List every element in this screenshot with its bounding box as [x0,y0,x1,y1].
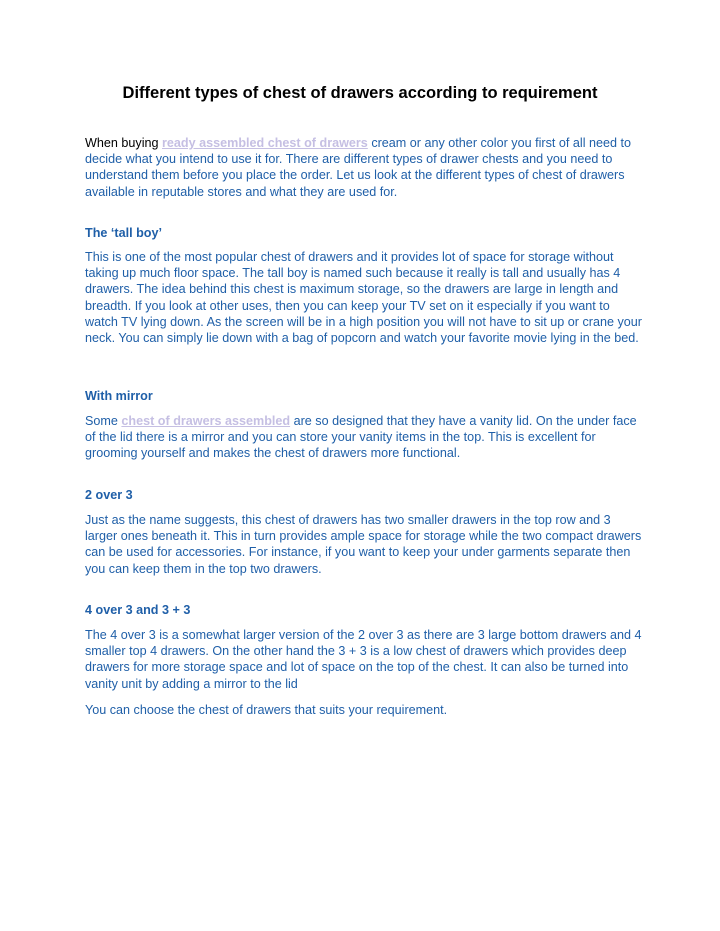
intro-prefix: When buying [85,136,159,150]
section-body-with-mirror [85,413,645,462]
chest-assembled-link[interactable]: chest of drawers assembled [121,414,291,428]
section-body-4-over-3: The 4 over 3 is a somewhat larger version of the 2 over 3 as there are 3 large bottom drawers and 4 smaller top 4 drawers. On the other hand the 3 + 3 is a low chest of drawers which provides deep drawers for more storage space and lot of space on the top of the chest. It can also be turned into vanity unit by adding a mirror to the lid [85,628,642,691]
page-title: Different types of chest of drawers according to requirement [122,84,598,102]
ready-assembled-link[interactable]: ready assembled chest of drawers [162,136,368,150]
section-body-2-over-3: Just as the name suggests, this chest of drawers has two smaller drawers in the top row and 3 larger ones beneath it. This in turn provides ample space for storage while the two compact drawers can be used for accessories. For instance, if you want to keep your under garments separate then you can keep them in the top two drawers. [85,513,642,576]
mirror-body-text: are so designed that they have a vanity lid. On the under face of the lid there is a mirror and you can store your vanity items in the top. This is excellent for grooming yourself and makes the chest of drawers more functional. [85,414,637,461]
section-heading-with-mirror: With mirror [85,389,153,403]
intro-paragraph [85,135,645,200]
section-heading-tall-boy: The ‘tall boy’ [85,226,162,240]
section-heading-4-over-3: 4 over 3 and 3 + 3 [85,603,191,617]
section-heading-2-over-3: 2 over 3 [85,488,133,502]
mirror-body-prefix: Some [85,414,118,428]
intro-text: cream or any other color you first of all need to decide what you intend to use it for. There are different types of drawer chests and you need to understand them before you place the order. Let us look at the different types of chest of drawers available in reputable stores and what they are used for. [85,136,632,199]
section-body-tall-boy: This is one of the most popular chest of drawers and it provides lot of space for storage without taking up much floor space. The tall boy is named such because it really is tall and usually has 4 drawers. The idea behind this chest is maximum storage, so the drawers are large in length and breadth. If you look at other uses, then you can keep your TV set on it especially if you want to watch TV lying down. As the screen will be in a high position you will not have to sit up or crane your neck. You can simply lie down with a bag of popcorn and watch your favorite movie lying in the bed. [85,250,642,346]
closing-paragraph: You can choose the chest of drawers that suits your requirement. [85,703,448,717]
